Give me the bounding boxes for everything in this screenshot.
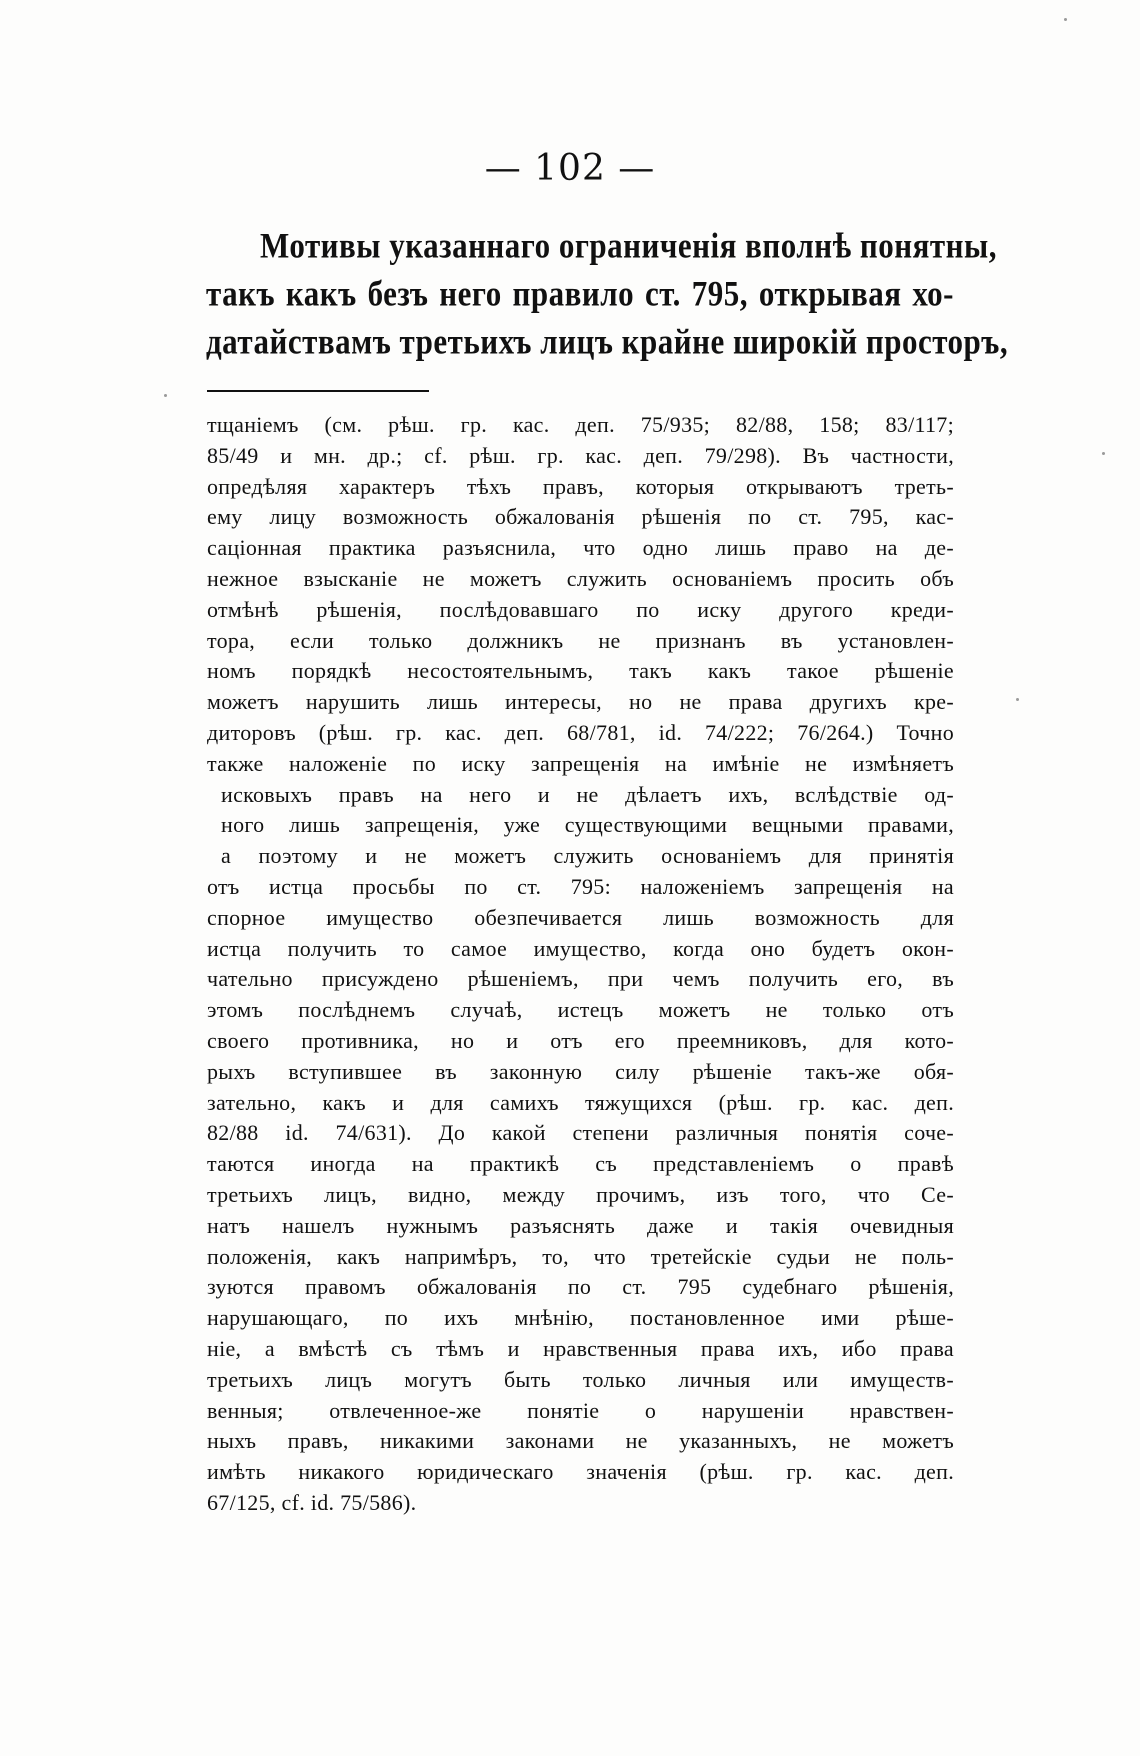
- footnote-line: положенія, какъ напримѣръ, то, что третейскіе судьи не поль-: [207, 1243, 954, 1269]
- footnote-line: отъ истца просьбы по ст. 795: наложеніемъ запрещенія на: [207, 873, 954, 899]
- footnote-line: опредѣляя характеръ тѣхъ правъ, которыя открываютъ треть-: [207, 473, 954, 499]
- footnote-line: а поэтому и не можетъ служить основаніемъ для принятія: [221, 843, 954, 869]
- footnote-line: зуются правомъ обжалованія по ст. 795 судебнаго рѣшенія,: [207, 1274, 954, 1300]
- footnote-line: спорное имущество обезпечивается лишь возможность для: [207, 904, 954, 930]
- footnote-line: венныя; отвлеченное-же понятіе о нарушеніи нравствен-: [207, 1397, 954, 1423]
- footnote-line: зательно, какъ и для самихъ тяжущихся (рѣш. гр. кас. деп.: [207, 1089, 954, 1115]
- footnote-line: чательно присуждено рѣшеніемъ, при чемъ получить его, въ: [207, 966, 954, 992]
- footnote-line: диторовъ (рѣш. гр. кас. деп. 68/781, id. 74/222; 76/264.) Точно: [207, 719, 954, 745]
- footnote-line: саціонная практика разъяснила, что одно лишь право на де-: [207, 535, 954, 561]
- footnote-line: натъ нашелъ нужнымъ разъяснять даже и такія очевидныя: [207, 1212, 954, 1238]
- footnote-separator: [207, 390, 429, 392]
- footnote-line: третьихъ лицъ могутъ быть только личныя или имуществ-: [207, 1366, 954, 1392]
- main-text-block: [206, 222, 1009, 366]
- scan-speck: [164, 394, 167, 397]
- footnote-line: можетъ нарушить лишь интересы, но не права другихъ кре-: [207, 689, 954, 715]
- footnote-line: рыхъ вступившее въ законную силу рѣшеніе такъ-же обя-: [207, 1058, 954, 1084]
- scan-speck: [1102, 452, 1105, 455]
- scan-speck: [1064, 18, 1067, 21]
- footnote-line: 67/125, cf. id. 75/586).: [207, 1489, 417, 1515]
- footnote-line: тора, если только должникъ не признанъ въ установлен-: [207, 627, 954, 653]
- footnote-line: третьихъ лицъ, видно, между прочимъ, изъ того, что Се-: [207, 1181, 954, 1207]
- footnote-line: имѣть никакого юридическаго значенія (рѣш. гр. кас. деп.: [207, 1459, 954, 1485]
- footnote-line: тщаніемъ (см. рѣш. гр. кас. деп. 75/935; 82/88, 158; 83/117;: [207, 412, 954, 437]
- footnote-line: ему лицу возможность обжалованія рѣшенія по ст. 795, кас-: [207, 504, 954, 530]
- footnote-line: ніе, а вмѣстѣ съ тѣмъ и нравственныя права ихъ, ибо права: [207, 1335, 954, 1361]
- main-text-line: Мотивы указаннаго ограниченія вполнѣ понятны,: [260, 225, 997, 266]
- footnote-line: ныхъ правъ, никакими законами не указанныхъ, не можетъ: [207, 1428, 954, 1454]
- footnote-line: истца получить то самое имущество, когда оно будетъ окон-: [207, 935, 954, 961]
- page-number: — 102 —: [484, 148, 656, 189]
- footnote-line: также наложеніе по иску запрещенія на имѣніе не измѣняетъ: [207, 750, 954, 776]
- footnote-line: отмѣнѣ рѣшенія, послѣдовавшаго по иску другого креди-: [207, 596, 954, 622]
- footnote-line: таются иногда на практикѣ съ представленіемъ о правѣ: [207, 1151, 954, 1177]
- footnote-line: номъ порядкѣ несостоятельнымъ, такъ какъ такое рѣшеніе: [207, 658, 954, 684]
- scan-speck: [1016, 698, 1019, 701]
- footnote-line: этомъ послѣднемъ случаѣ, истецъ можетъ не только отъ: [207, 997, 954, 1023]
- footnote-line: нарушающаго, по ихъ мнѣнію, постановленное ими рѣше-: [207, 1305, 954, 1331]
- main-text-line: такъ какъ безъ него правило ст. 795, открывая хо-: [206, 273, 954, 314]
- footnote-line: ного лишь запрещенія, уже существующими вещными правами,: [221, 812, 954, 838]
- footnote-line: 82/88 id. 74/631). До какой степени различныя понятія соче-: [207, 1120, 954, 1146]
- footnote-line: 85/49 и мн. др.; cf. рѣш. гр. кас. деп. 79/298). Въ частности,: [207, 442, 954, 468]
- footnote-line: нежное взысканіе не можетъ служить основаніемъ просить объ: [207, 565, 954, 591]
- footnote-block: [207, 410, 954, 1519]
- footnote-line: исковыхъ правъ на него и не дѣлаетъ ихъ, вслѣдствіе од-: [221, 781, 954, 807]
- footnote-line: своего противника, но и отъ его преемниковъ, для кото-: [207, 1027, 954, 1053]
- main-text-line: датайствамъ третьихъ лицъ крайне широкій просторъ,: [206, 321, 1009, 362]
